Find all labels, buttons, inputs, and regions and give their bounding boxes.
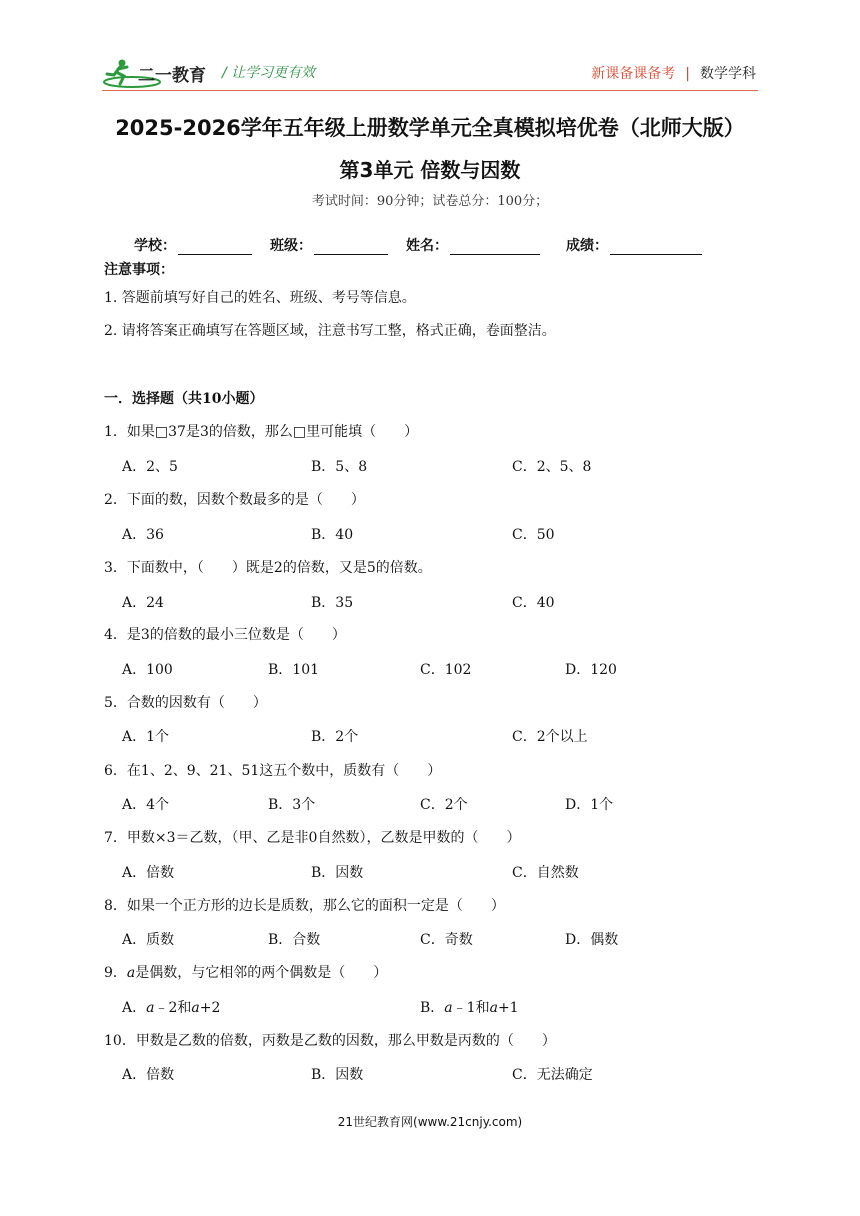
option-a: A．质数 [122, 932, 175, 948]
option-text: +2 [199, 1000, 221, 1016]
option-a [122, 997, 220, 1017]
option-letter: B． [420, 1000, 445, 1016]
option-b: B．合数 [268, 932, 321, 948]
variable-a: a [191, 1000, 200, 1016]
page-footer: 21世纪教育网(www.21cnjy.com) [337, 1115, 523, 1129]
option-a: A．倍数 [122, 1067, 175, 1083]
option-b: B．3个 [268, 797, 316, 813]
variable-a: a [489, 1000, 498, 1016]
option-a: A．1个 [122, 729, 170, 745]
class-label: 班级： [270, 238, 312, 254]
question-stem: 3．下面数中，（ ）既是2的倍数，又是5的倍数。 [104, 560, 432, 576]
option-c: C．自然数 [512, 865, 579, 881]
option-b: B．35 [311, 595, 354, 611]
question-stem: 4．是3的倍数的最小三位数是（ ） [104, 627, 346, 643]
school-field [134, 235, 252, 255]
note-item: 2. 请将答案正确填写在答题区域，注意书写工整，格式正确，卷面整洁。 [104, 323, 556, 339]
question-text: 是偶数，与它相邻的两个偶数是（ ） [135, 965, 388, 981]
school-label: 学校： [134, 238, 176, 254]
slogan: / 让学习更有效 [222, 65, 316, 81]
option-c: C．50 [512, 527, 555, 543]
logo-text: 二一教育 [138, 66, 206, 86]
school-input-line[interactable] [178, 238, 252, 255]
class-input-line[interactable] [314, 238, 388, 255]
header-divider [102, 90, 758, 91]
score-field [566, 235, 702, 255]
option-b: B．因数 [311, 1067, 364, 1083]
note-item: 1. 答题前填写好自己的姓名、班级、考号等信息。 [104, 290, 416, 306]
exam-info: 考试时间：90分钟；试卷总分：100分； [311, 194, 549, 209]
option-text: +1 [497, 1000, 519, 1016]
option-letter: A． [122, 1000, 147, 1016]
variable-a: a [126, 965, 136, 981]
option-b: B．5、8 [311, 459, 368, 475]
option-a: A．36 [122, 527, 164, 543]
question-stem: 1．如果□37是3的倍数，那么□里可能填（ ） [104, 424, 419, 440]
option-b: B．因数 [311, 865, 364, 881]
variable-a: a [444, 1000, 453, 1016]
option-c: C．2、5、8 [512, 459, 592, 475]
name-input-line[interactable] [450, 238, 540, 255]
name-label: 姓名： [406, 238, 448, 254]
section-heading: 一．选择题（共10小题） [104, 391, 264, 407]
option-c: C．无法确定 [512, 1067, 593, 1083]
option-a: A．倍数 [122, 865, 175, 881]
option-b: B．2个 [311, 729, 359, 745]
score-input-line[interactable] [610, 238, 702, 255]
option-text: ﹣2和 [154, 1000, 192, 1016]
question-stem [104, 962, 387, 982]
variable-a: a [146, 1000, 155, 1016]
option-text: ﹣1和 [452, 1000, 490, 1016]
question-stem: 10．甲数是乙数的倍数，丙数是乙数的因数，那么甲数是丙数的（ ） [104, 1033, 556, 1049]
option-c: C．2个以上 [512, 729, 588, 745]
option-c: C．40 [512, 595, 555, 611]
option-d: D．偶数 [565, 932, 619, 948]
option-a: A．100 [122, 662, 173, 678]
unit-title: 第3单元 倍数与因数 [339, 158, 521, 182]
runner-logo-icon [102, 56, 214, 92]
option-a: A．2、5 [122, 459, 178, 475]
option-b: B．101 [268, 662, 320, 678]
option-c: C．102 [420, 662, 472, 678]
option-b: B．40 [311, 527, 354, 543]
header-brand: 新课备课备考 [591, 66, 676, 82]
question-stem: 8．如果一个正方形的边长是质数，那么它的面积一定是（ ） [104, 898, 505, 914]
option-d: D．120 [565, 662, 617, 678]
option-a: A．4个 [122, 797, 170, 813]
option-d: D．1个 [565, 797, 614, 813]
name-field [406, 235, 540, 255]
header-right [591, 63, 756, 83]
exam-title: 2025-2026学年五年级上册数学单元全真模拟培优卷（北师大版） [115, 116, 745, 140]
score-label: 成绩： [566, 238, 608, 254]
option-b [420, 997, 519, 1017]
question-stem: 2．下面的数，因数个数最多的是（ ） [104, 492, 365, 508]
header-subject: 数学学科 [700, 66, 756, 82]
site-logo [102, 56, 214, 92]
option-c: C．2个 [420, 797, 468, 813]
question-stem: 5．合数的因数有（ ） [104, 695, 267, 711]
question-stem: 7．甲数×3＝乙数，（甲、乙是非0自然数），乙数是甲数的（ ） [104, 830, 521, 846]
notes-heading: 注意事项： [104, 262, 174, 278]
question-stem: 6．在1、2、9、21、51这五个数中，质数有（ ） [104, 763, 442, 779]
header-separator: | [685, 66, 690, 82]
option-a: A．24 [122, 595, 164, 611]
option-c: C．奇数 [420, 932, 473, 948]
class-field [270, 235, 388, 255]
question-number: 9． [104, 965, 127, 981]
